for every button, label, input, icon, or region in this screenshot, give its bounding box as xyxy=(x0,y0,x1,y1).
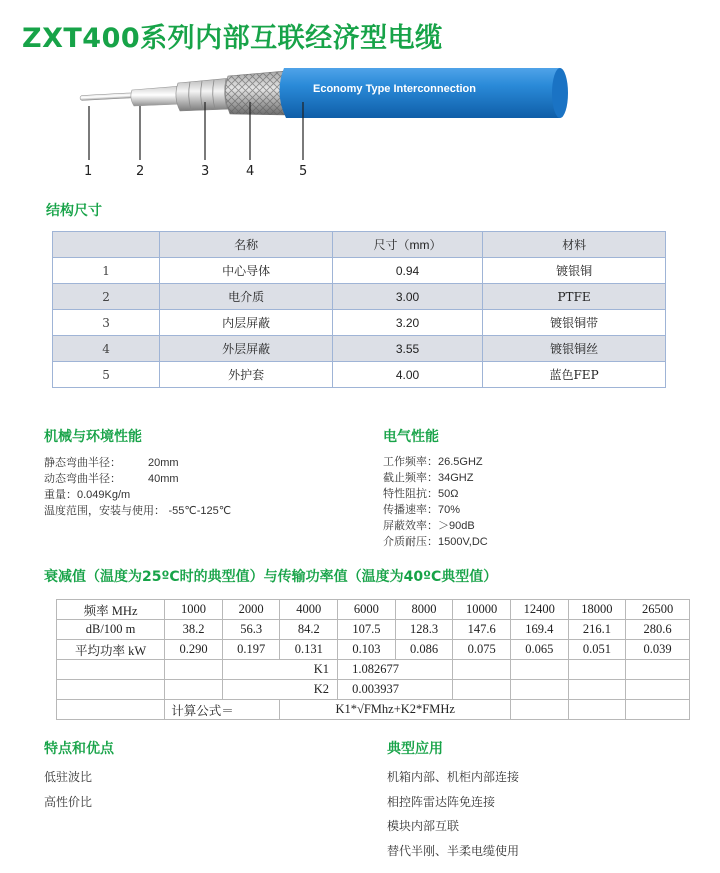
list-item: 替代半刚、半柔电缆使用 xyxy=(387,843,520,858)
table-cell: 镀银铜带 xyxy=(483,310,666,336)
spec-row xyxy=(383,486,488,502)
table-cell: 280.6 xyxy=(626,620,690,640)
table-cell: 84.2 xyxy=(280,620,338,640)
table-cell: 中心导体 xyxy=(160,258,333,284)
table-cell xyxy=(510,680,568,700)
table-row xyxy=(53,362,666,388)
spec-row xyxy=(383,470,488,486)
table-cell xyxy=(165,660,223,680)
table-cell: 外层屏蔽 xyxy=(160,336,333,362)
spec-label: 介质耐压： xyxy=(383,535,438,548)
k2-label: K2 xyxy=(222,680,337,700)
callout-3: 3 xyxy=(201,164,210,179)
callout-2: 2 xyxy=(136,164,145,179)
table-row xyxy=(57,600,690,620)
applications-list xyxy=(387,765,519,863)
structure-heading: 结构尺寸 xyxy=(46,203,102,219)
table-cell: 3.20 xyxy=(332,310,482,336)
table-cell xyxy=(57,660,165,680)
spec-value: 70% xyxy=(438,504,461,516)
list-item: 相控阵雷达阵免连接 xyxy=(387,794,496,809)
table-cell: 169.4 xyxy=(510,620,568,640)
table-cell: PTFE xyxy=(483,284,666,310)
k2-value: 0.003937 xyxy=(338,680,453,700)
table-cell: 0.103 xyxy=(338,640,396,660)
spec-row xyxy=(383,518,488,534)
structure-table xyxy=(52,231,666,388)
table-cell: 2000 xyxy=(222,600,280,620)
table-cell: 蓝色FEP xyxy=(483,362,666,388)
table-cell xyxy=(626,680,690,700)
table-cell: 0.065 xyxy=(510,640,568,660)
table-cell: 26500 xyxy=(626,600,690,620)
spec-value: 0.049Kg/m xyxy=(77,489,131,501)
features-list xyxy=(44,765,92,814)
table-row xyxy=(53,336,666,362)
spec-value: 20mm xyxy=(148,457,179,469)
spec-row xyxy=(383,454,488,470)
spec-value: 40mm xyxy=(148,473,179,485)
callout-1: 1 xyxy=(84,164,93,179)
table-cell: 8000 xyxy=(395,600,453,620)
table-cell: 4.00 xyxy=(332,362,482,388)
spec-row xyxy=(44,503,231,519)
table-cell xyxy=(453,680,511,700)
table-cell: 147.6 xyxy=(453,620,511,640)
table-cell xyxy=(453,660,511,680)
table-cell: 0.131 xyxy=(280,640,338,660)
table-cell xyxy=(626,660,690,680)
header-cell: 材料 xyxy=(483,232,666,258)
spec-label: 工作频率： xyxy=(383,455,438,468)
list-item: 高性价比 xyxy=(44,794,93,809)
table-cell: 3 xyxy=(53,310,160,336)
table-cell: 外护套 xyxy=(160,362,333,388)
table-cell: 频率 MHz xyxy=(57,600,165,620)
table-cell: 0.290 xyxy=(165,640,223,660)
table-row xyxy=(57,620,690,640)
table-cell: 0.039 xyxy=(626,640,690,660)
header-cell: 名称 xyxy=(160,232,333,258)
spec-label: 温度范围，安装与使用： xyxy=(44,504,165,517)
table-cell: 5 xyxy=(53,362,160,388)
spec-row xyxy=(44,471,231,487)
features-heading: 特点和优点 xyxy=(44,741,114,757)
table-row xyxy=(53,284,666,310)
table-cell: 3.00 xyxy=(332,284,482,310)
table-cell: 2 xyxy=(53,284,160,310)
table-cell: 4 xyxy=(53,336,160,362)
spec-label: 重量： xyxy=(44,488,77,501)
list-item: 低驻波比 xyxy=(44,770,93,784)
table-cell xyxy=(510,700,568,720)
spec-label: 特性阻抗： xyxy=(383,487,438,500)
callout-4: 4 xyxy=(246,164,255,179)
applications-heading: 典型应用 xyxy=(387,741,443,757)
table-row xyxy=(57,660,690,680)
table-cell: 1000 xyxy=(165,600,223,620)
formula: K1*√FMhz+K2*FMHz xyxy=(280,700,511,720)
table-cell xyxy=(568,660,626,680)
table-cell: 镀银铜 xyxy=(483,258,666,284)
attenuation-table xyxy=(56,599,690,720)
electrical-heading: 电气性能 xyxy=(383,429,439,445)
spec-label: 传播速率： xyxy=(383,503,438,516)
table-row xyxy=(53,310,666,336)
table-cell: 电介质 xyxy=(160,284,333,310)
table-cell: 0.075 xyxy=(453,640,511,660)
table-cell: 18000 xyxy=(568,600,626,620)
callout-5: 5 xyxy=(299,164,308,179)
spec-value: ＞90dB xyxy=(438,520,475,532)
table-header-row xyxy=(53,232,666,258)
spec-value: 26.5GHZ xyxy=(438,456,483,468)
table-cell: 0.94 xyxy=(332,258,482,284)
table-cell: 12400 xyxy=(510,600,568,620)
spec-row xyxy=(383,502,488,518)
spec-row xyxy=(44,455,231,471)
table-cell xyxy=(57,680,165,700)
list-item: 机箱内部、机柜内部连接 xyxy=(387,770,520,784)
formula-label: 计算公式＝ xyxy=(165,700,280,720)
table-cell: 216.1 xyxy=(568,620,626,640)
table-cell: dB/100 m xyxy=(57,620,165,640)
spec-label: 动态弯曲半径： xyxy=(44,472,121,485)
electrical-list xyxy=(383,454,488,550)
page-title: ZXT400系列内部互联经济型电缆 xyxy=(22,23,443,54)
table-cell xyxy=(568,680,626,700)
table-row xyxy=(57,680,690,700)
table-cell: 128.3 xyxy=(395,620,453,640)
table-cell xyxy=(57,700,165,720)
table-cell xyxy=(626,700,690,720)
table-cell: 0.051 xyxy=(568,640,626,660)
spec-label: 静态弯曲半径： xyxy=(44,456,121,469)
k1-value: 1.082677 xyxy=(338,660,453,680)
spec-row xyxy=(44,487,231,503)
table-cell: 镀银铜丝 xyxy=(483,336,666,362)
header-cell: 尺寸（mm） xyxy=(332,232,482,258)
table-cell: 4000 xyxy=(280,600,338,620)
table-cell: 10000 xyxy=(453,600,511,620)
table-cell xyxy=(510,660,568,680)
mechanical-heading: 机械与环境性能 xyxy=(44,429,142,445)
spec-value: 1500V,DC xyxy=(438,536,488,548)
table-cell: 3.55 xyxy=(332,336,482,362)
table-cell xyxy=(568,700,626,720)
table-row xyxy=(57,640,690,660)
table-cell: 平均功率 kW xyxy=(57,640,165,660)
table-row xyxy=(53,258,666,284)
attenuation-heading: 衰减值（温度为25ºC时的典型值）与传输功率值（温度为40ºC典型值） xyxy=(44,569,498,585)
spec-row xyxy=(383,534,488,550)
k1-label: K1 xyxy=(222,660,337,680)
spec-value: 50Ω xyxy=(438,488,459,500)
spec-value: 34GHZ xyxy=(438,472,474,484)
table-cell: 内层屏蔽 xyxy=(160,310,333,336)
callout-lines xyxy=(0,100,720,164)
table-cell xyxy=(165,680,223,700)
table-cell: 0.086 xyxy=(395,640,453,660)
table-row xyxy=(57,700,690,720)
table-cell: 6000 xyxy=(338,600,396,620)
table-cell: 107.5 xyxy=(338,620,396,640)
spec-label: 截止频率： xyxy=(383,471,438,484)
jacket-label: Economy Type Interconnection xyxy=(313,83,476,95)
table-cell: 38.2 xyxy=(165,620,223,640)
mechanical-list xyxy=(44,455,231,519)
header-cell xyxy=(53,232,160,258)
spec-label: 屏蔽效率： xyxy=(383,519,438,532)
spec-value: -55℃-125℃ xyxy=(168,505,232,517)
table-cell: 0.197 xyxy=(222,640,280,660)
table-cell: 56.3 xyxy=(222,620,280,640)
table-cell: 1 xyxy=(53,258,160,284)
list-item: 模块内部互联 xyxy=(387,819,460,833)
